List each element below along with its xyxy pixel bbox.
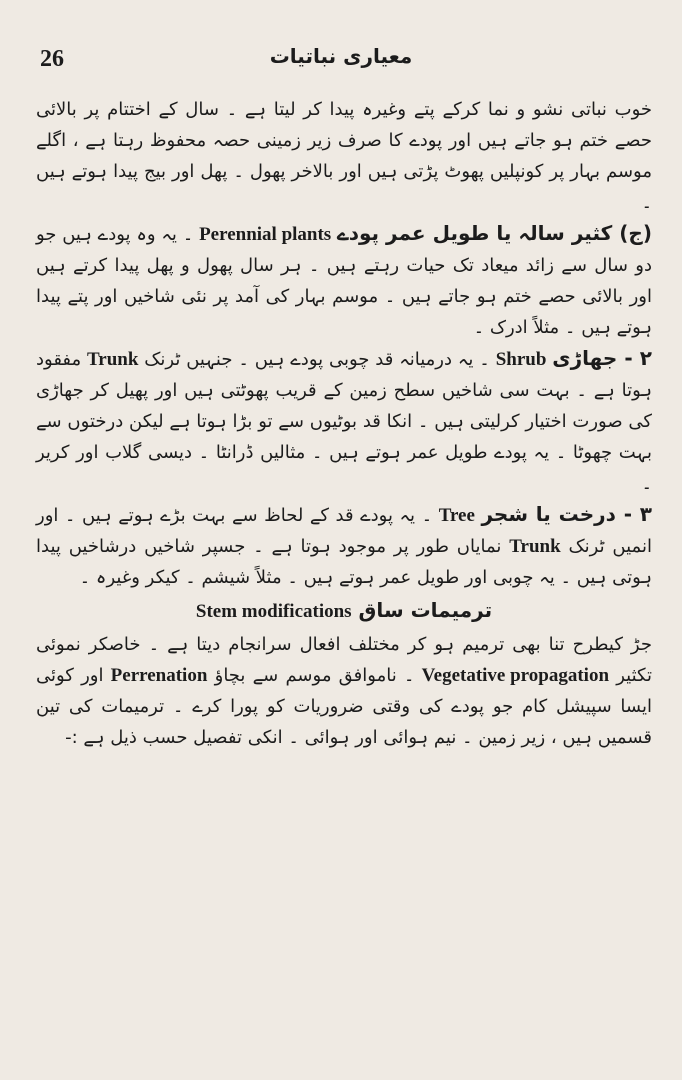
text-shrub-1: ۔ یہ درمیانہ قد چوبی پودے ہیں ۔ جنہیں ٹرنک [144,349,490,370]
heading-tree: ۳ - درخت یا شجر [481,502,652,526]
text-perennial: ۔ یہ وہ پودے ہیں جو دو سال سے زائد میعاد تک حیات رہتے ہیں ۔ ہر سال پھول و پھل پیدا کرتے ہیں اور بالائی حصے ختم ہو جاتے ہیں ۔ موسم بہار کی آمد پر نئی شاخیں اور پتے پیدا ہوتے ہیں ۔ مثلاً ادرک ۔ [36,224,652,338]
text-stem-3: اور کوئی ایسا سپیشل کام جو پودے کی وقتی ضروریات کو پورا کرے ۔ ترمیمات کی تین قسمیں ہیں ، زیر زمین ۔ نیم ہوائی اور ہوائی ۔ انکی تفصیل حسب ذیل ہے :- [36,665,652,748]
paragraph-shrub [36,343,652,499]
text-tree-2: نمایاں طور پر موجود ہوتا ہے ۔ جسپر شاخیں درشاخیں پیدا ہوتی ہیں ۔ یہ چوبی اور طویل عمر ہوتے ہیں ۔ مثلاً شیشم ۔ کیکر وغیرہ ۔ [36,536,652,588]
section-title-stem-modifications [36,595,652,627]
paragraph-tree [36,499,652,593]
page-number: 26 [40,46,64,72]
text-shrub-2: مفقود ہوتا ہے ۔ بہت سی شاخیں سطح زمین کے قریب پھوٹتی ہیں اور پھیل کر جھاڑی کی صورت اختیار کرلیتی ہیں ۔ انکا قد بوٹیوں سے تو بڑا ہوتا ہے لیکن درختوں سے بہت چھوٹا ۔ یہ پودے طویل عمر ہوتے ہیں ۔ مثالیں ڈرانٹا ۔ دیسی گلاب اور کریر ۔ [36,349,652,494]
term-shrub: Shrub [495,349,547,370]
text-stem-2: ۔ ناموافق موسم سے بچاؤ [214,665,415,686]
term-trunk-2: Trunk [509,536,561,557]
section-title-urdu: ترمیمات ساق [358,598,493,622]
term-perrenation: Perrenation [110,665,208,686]
page-body [36,94,652,753]
text-tree-1: ۔ یہ پودے قد کے لحاظ سے بہت بڑے ہوتے ہیں ۔ اور انمیں ٹرنک [36,505,652,557]
paragraph-annual-continuation: خوب نباتی نشو و نما کرکے پتے وغیرہ پیدا کر لیتا ہے ۔ سال کے اختتام پر بالائی حصے ختم ہو جاتے ہیں اور پودے کا صرف زیر زمینی حصہ محفوظ رہتا ہے ، اگلے موسم بہار پر کونپلیں پھوٹ پڑتی ہیں اور بالاخر پھول ۔ پھل اور بیج پیدا ہوتے ہیں ۔ [36,99,652,213]
term-tree: Tree [438,505,475,526]
heading-shrub: ۲ - جھاڑی [552,346,652,370]
paragraph-perennial [36,218,652,343]
term-trunk: Trunk [87,349,139,370]
heading-perennial: (ج) کثیر سالہ یا طویل عمر پودے [337,221,652,245]
term-vegetative-propagation: Vegetative propagation [421,665,610,686]
running-title: معیاری نباتیات [269,44,413,68]
paragraph-stem-modifications [36,629,652,753]
section-title-english: Stem modifications [195,601,352,622]
term-perennial-plants: Perennial plants [199,224,332,245]
text-stem-1: جڑ کیطرح تنا بھی ترمیم ہو کر مختلف افعال سرانجام دیتا ہے ۔ خاصکر نموئی تکثیر [36,634,652,686]
